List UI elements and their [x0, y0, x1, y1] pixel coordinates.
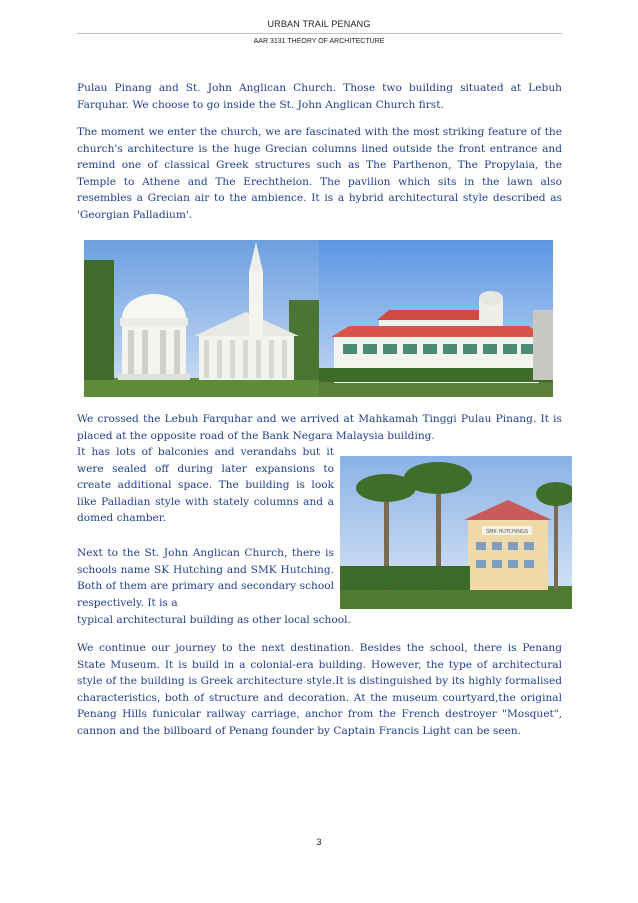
paragraph-museum: We continue our journey to the next destination. Besides the school, there is Penang State Museum. It is build in a colonial-era building. However, the type of architectural style of the building is Greek architecture style.It is distinguished by its highly formalised characteristics, both of structure and decoration. At the museum courtyard,the original Penang Hills funicular railway carriage, anchor from the French destroyer "Mosquet", cannon and the billboard of Penang founder by Captain Francis Light can be seen.: [77, 642, 562, 737]
header-subtitle: AAR 3131 THEORY OF ARCHITECTURE: [253, 38, 385, 45]
paragraph-intro: Pulau Pinang and St. John Anglican Church. Those two building situated at Lebuh Farquhar. We choose to go inside the St. John Anglican Church first.: [77, 82, 562, 111]
header-rule: [77, 33, 562, 34]
church-photo: [84, 240, 319, 397]
paragraph-church: The moment we enter the church, we are fascinated with the most striking feature of the church's architecture is the huge Grecian columns lined outside the front entrance and remind one of classical Greek structures such as The Parthenon, The Propylaia, the Temple to Athene and The Erechtheion. The pavilion which sits in the lawn also resembles a Grecian air to the ambience. It is a hybrid architectural style described as 'Georgian Palladium'.: [77, 126, 562, 221]
paragraph-high-court-intro: We crossed the Lebuh Farquhar and we arrived at Mahkamah Tinggi Pulau Pinang. It is placed at the opposite road of the Bank Negara Malaysia building.: [77, 413, 562, 442]
paragraph-school-continued: typical architectural building as other local school.: [77, 614, 351, 626]
paragraph-school: Next to the St. John Anglican Church, there is schools name SK Hutching and SMK Hutching. Both of them are primary and secondary school respectively. It is a: [77, 547, 334, 609]
header-title: URBAN TRAIL PENANG: [267, 19, 371, 29]
page-number: 3: [316, 837, 322, 847]
school-photo: [340, 456, 572, 609]
paragraph-high-court-details: It has lots of balconies and verandahs but it were sealed off during later expansions to create additional space. The building is look like Palladian style with stately columns and a domed chamber.: [77, 446, 334, 525]
school-sign-text: SMK HUTCHINGS: [485, 529, 529, 535]
high-court-photo: [319, 240, 553, 397]
